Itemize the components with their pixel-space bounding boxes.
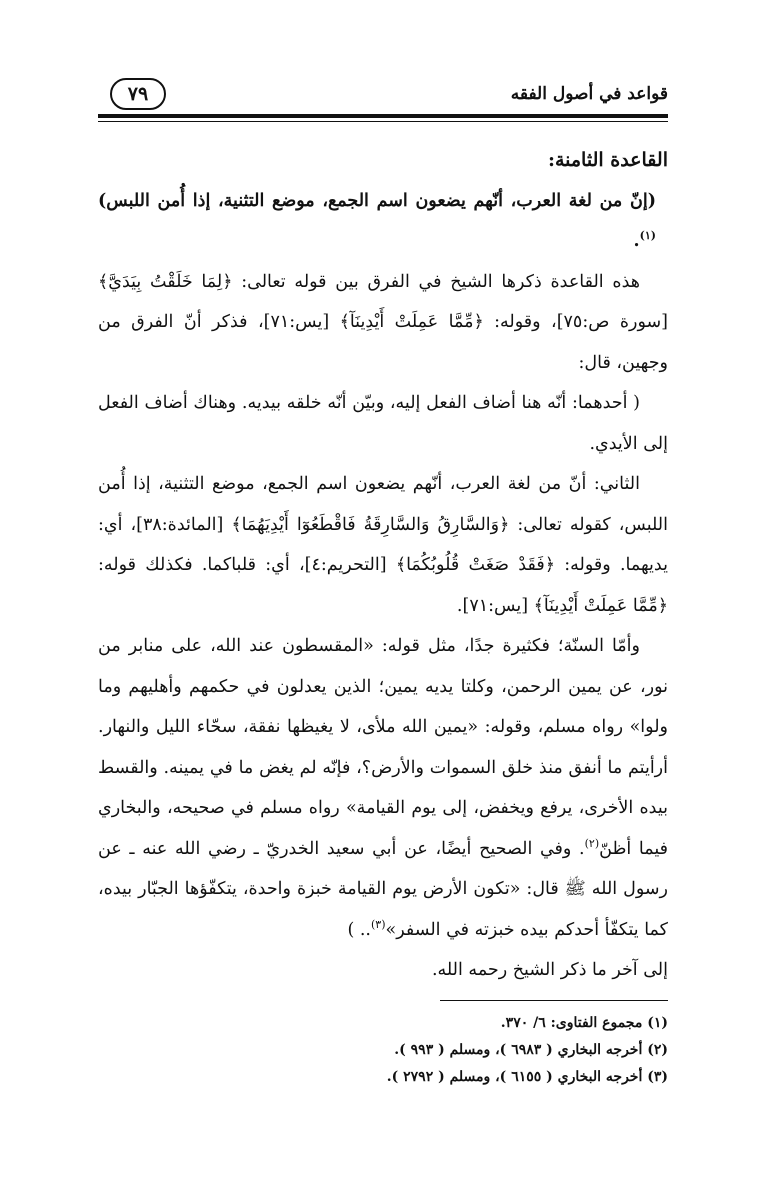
paragraph-4-part-a: وأمّا السنّة؛ فكثيرة جدًا، مثل قوله: «المقسطون عند الله، على منابر من نور، عن يمين الرحمن، وكلتا يديه يمين؛ الذين يعدلون في حكمهم وأهليهم وما ولوا» رواه مسلم، وقوله: «يمين الله ملأى، لا يغيظها نفقة، سحّاء الليل والنهار. أرأيتم ما أنفق منذ خلق السموات والأرض؟، فإنّه لم يغض ما في يمينه. والقسط بيده الأخرى، يرفع ويخفض، إلى يوم القيامة» رواه مسلم في صحيحه، والبخاري فيما أظنّ (98, 636, 668, 859)
header-rule-thin (98, 121, 668, 122)
footnote-2: (٢) أخرجه البخاري ( ٦٩٨٣ )، ومسلم ( ٩٩٣ ). (394, 1042, 668, 1058)
footnote-ref-3: (٣) (370, 917, 386, 931)
footnotes (98, 1010, 668, 1091)
paragraph-2: ( أحدهما: أنّه هنا أضاف الفعل إليه، وبيّن أنّه خلقه بيديه. وهناك أضاف الفعل إلى الأيدي. (98, 393, 668, 454)
paragraph-3: الثاني: أنّ من لغة العرب، أنّهم يضعون اسم الجمع، موضع التثنية، إذا أُمن اللبس، كقوله تعالى: ﴿وَالسَّارِقُ وَالسَّارِقَةُ فَاقْطَعُوٓا أَيْدِيَهُمَا﴾ [المائدة:٣٨]، أي: يديهما. وقوله: ﴿فَقَدْ صَغَتْ قُلُوبُكُمَا﴾ [التحريم:٤]، أي: قلباكما. فكذلك قوله: ﴿مِّمَّا عَمِلَتْ أَيْدِينَآ﴾ [يس:٧١]. (98, 474, 668, 616)
rule-statement-text: (إنّ من لغة العرب، أنّهم يضعون اسم الجمع، موضع التثنية، إذا أُمن اللبس) (98, 190, 656, 211)
footnote-ref-2: (٢) (584, 836, 600, 850)
footnote-1: (١) مجموع الفتاوى: ٦/ ٣٧٠. (500, 1015, 668, 1031)
section-heading: القاعدة الثامنة: (547, 149, 668, 171)
running-title: قواعد في أصول الفقه (510, 84, 668, 104)
page-number: ٧٩ (127, 83, 149, 105)
header-rule-thick (98, 114, 668, 118)
page-number-badge (110, 78, 166, 110)
footnote-3: (٣) أخرجه البخاري ( ٦١٥٥ )، ومسلم ( ٢٧٩٢ ). (386, 1069, 668, 1085)
paragraph-4-part-b: . وفي الصحيح أيضًا، عن أبي سعيد الخدريّ ـ رضي الله عنه ـ عن رسول الله ﷺ قال: «تكون الأرض يوم القيامة خبزة واحدة، يتكفّؤها الجبّار بيده، كما يتكفّأ أحدكم بيده خبزته في السفر» (98, 838, 668, 940)
paragraph-4 (98, 626, 668, 950)
footnote-ref-1: (١) (639, 229, 656, 243)
paragraph-5: إلى آخر ما ذكر الشيخ رحمه الله. (431, 960, 668, 980)
footnote-separator (440, 1000, 668, 1001)
rule-statement: (إنّ من لغة العرب، أنّهم يضعون اسم الجمع، موضع التثنية، إذا أُمن اللبس)$^{(١)}$. (98, 190, 656, 251)
paragraph-4-part-c: .. ) (347, 919, 371, 940)
main-text (98, 140, 668, 991)
paragraph-1: هذه القاعدة ذكرها الشيخ في الفرق بين قوله تعالى: ﴿لِمَا خَلَقْتُ بِيَدَيَّ﴾ [سورة ص:٧٥]، وقوله: ﴿مِّمَّا عَمِلَتْ أَيْدِينَآ﴾ [يس:٧١]، فذكر أنّ الفرق من وجهين، قال: (98, 271, 668, 373)
